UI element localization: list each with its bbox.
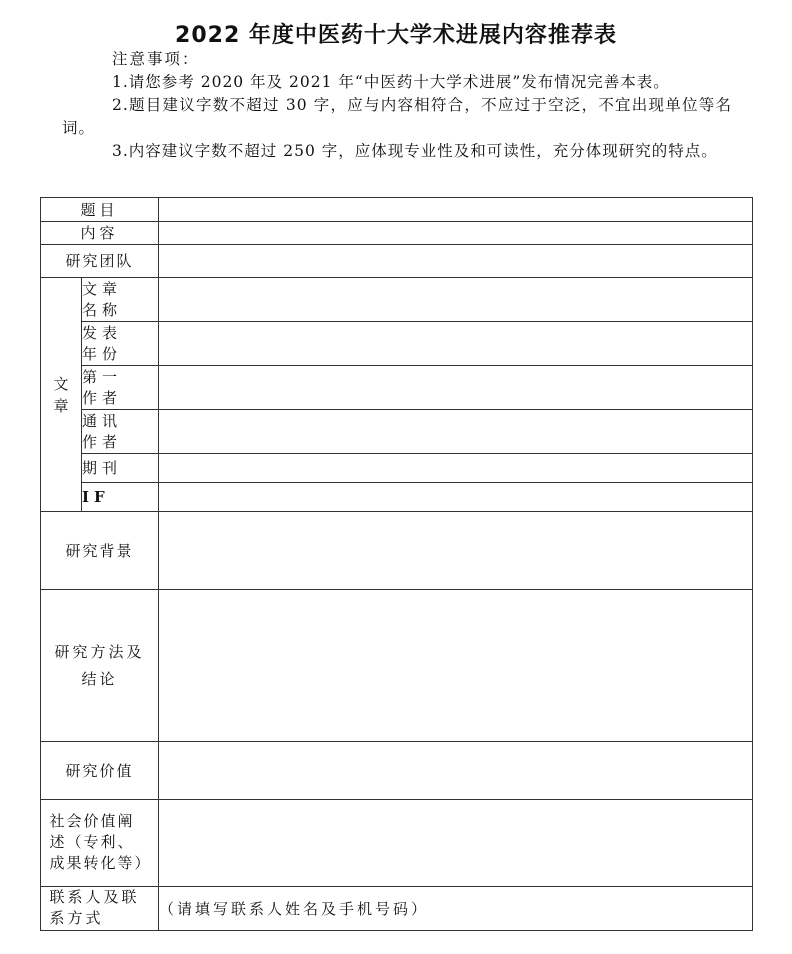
label-value: 研究价值 — [41, 742, 159, 800]
row-social — [41, 800, 753, 887]
page-title: 2022 年度中医药十大学术进展内容推荐表 — [175, 23, 617, 48]
row-content — [41, 222, 753, 245]
contact-field[interactable]: （请填写联系人姓名及手机号码） — [159, 887, 753, 931]
notes-heading: 注意事项： — [112, 50, 200, 68]
background-field[interactable] — [159, 512, 753, 590]
methods-field[interactable] — [159, 590, 753, 742]
if-field[interactable] — [159, 483, 753, 512]
row-publish-year — [41, 322, 753, 366]
row-methods — [41, 590, 753, 742]
title-field[interactable] — [159, 198, 753, 222]
row-title — [41, 198, 753, 222]
note-item-3: 3.内容建议字数不超过 250 字，应体现专业性及和可读性，充分体现研究的特点。 — [112, 142, 718, 160]
row-team — [41, 245, 753, 278]
content-field[interactable] — [159, 222, 753, 245]
row-article-name — [41, 278, 753, 322]
team-field[interactable] — [159, 245, 753, 278]
row-if — [41, 483, 753, 512]
label-publish-year: 发表年份 — [82, 322, 159, 366]
social-field[interactable] — [159, 800, 753, 887]
row-journal — [41, 454, 753, 483]
label-journal: 期刊 — [82, 454, 159, 483]
label-social: 社会价值阐述（专利、成果转化等） — [41, 800, 159, 887]
row-background — [41, 512, 753, 590]
row-value — [41, 742, 753, 800]
label-contact: 联系人及联系方式 — [41, 887, 159, 931]
label-background: 研究背景 — [41, 512, 159, 590]
publish-year-field[interactable] — [159, 322, 753, 366]
note-item-1: 1.请您参考 2020 年及 2021 年“中医药十大学术进展”发布情况完善本表。 — [112, 73, 670, 91]
notes-section — [62, 48, 732, 163]
note-item-2: 2.题目建议字数不超过 30 字，应与内容相符合，不应过于空泛，不宜出现单位等名词。 — [62, 96, 732, 137]
label-title: 题目 — [41, 198, 159, 222]
journal-field[interactable] — [159, 454, 753, 483]
label-if: IF — [82, 483, 159, 512]
recommendation-form-table — [40, 197, 753, 931]
label-first-author: 第一作者 — [82, 366, 159, 410]
first-author-field[interactable] — [159, 366, 753, 410]
row-corresponding-author — [41, 410, 753, 454]
article-group-text: 文章 — [53, 374, 69, 415]
corresponding-author-field[interactable] — [159, 410, 753, 454]
label-content: 内容 — [41, 222, 159, 245]
label-article-group — [41, 278, 82, 512]
row-contact — [41, 887, 753, 931]
label-team: 研究团队 — [41, 245, 159, 278]
label-article-name: 文章名称 — [82, 278, 159, 322]
value-field[interactable] — [159, 742, 753, 800]
row-first-author — [41, 366, 753, 410]
article-name-field[interactable] — [159, 278, 753, 322]
label-methods: 研究方法及结论 — [41, 590, 159, 742]
label-corresponding-author: 通讯作者 — [82, 410, 159, 454]
